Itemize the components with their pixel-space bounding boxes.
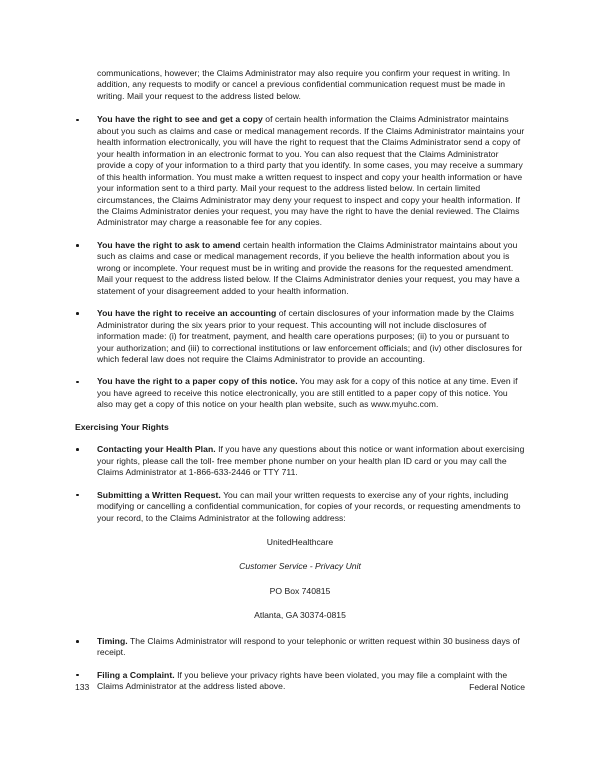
section-heading-exercising-your-rights: Exercising Your Rights <box>75 421 169 432</box>
address-department: Customer Service - Privacy Unit <box>239 561 361 572</box>
list-item-lead: Submitting a Written Request. <box>97 489 221 500</box>
list-item <box>75 240 525 297</box>
bullet-icon <box>76 312 79 315</box>
list-item-text: If you believe your privacy rights have been violated, you may file a complaint with the Claims Administrator at the address listed above. <box>97 669 508 692</box>
list-item-text: If you have any questions about this notice or want information about exercising your rights, please call the toll- free member phone number on your health plan ID card or you may call the Claims Administrator at 1-866-633-2446 or TTY 711. <box>97 444 525 478</box>
bullet-icon <box>76 640 79 643</box>
bullet-icon <box>76 448 79 451</box>
list-item <box>75 308 525 365</box>
list-item-text: certain health information the Claims Administrator maintains about you such as claims and case or medical management records, if you believe the health information about you is wrong or incomplete. Your request must be in writing and provide the reasons for the requested amendment. Mail your request to the address listed below. If the Claims Administrator denies your request, you may have a statement of your disagreement added to your health information. <box>97 239 520 296</box>
list-item-lead: Timing. <box>97 635 128 646</box>
list-item <box>75 490 525 524</box>
list-item-lead: You have the right to receive an accounting <box>97 308 277 319</box>
list-item-text: You may ask for a copy of this notice at any time. Even if you have agreed to receive this notice electronically, you are still entitled to a paper copy of this notice. You also may get a copy of this notice on your health plan website, such as www.myuhc.com. <box>97 376 518 410</box>
list-item-lead: Contacting your Health Plan. <box>97 444 216 455</box>
bullet-icon <box>76 119 79 122</box>
page-footer <box>75 682 525 693</box>
list-item-text: The Claims Administrator will respond to your telephonic or written request within 30 business days of receipt. <box>97 635 520 658</box>
address-organization: UnitedHealthcare <box>266 536 334 547</box>
list-item-lead: You have the right to a paper copy of this notice. <box>97 376 298 387</box>
list-item-text: You can mail your written requests to exercise any of your rights, including modifying or cancelling a confidential communication, for copies of your records, or requesting amendments to your record, to the Claims Administrator at the following address: <box>97 489 521 523</box>
mailing-address-block <box>75 537 525 622</box>
list-item-text: of certain health information the Claims Administrator maintains about you such as claims and case or medical management records. If the Claims Administrator maintains your health information electronically, you will have the right to request that the Claims Administrator send a copy of your health information in an electronic format to you. You can also request that the Claims Administrator provide a copy of your information to a third party that you identify. In some cases, you may receive a summary of this health information. You must make a written request to inspect and copy your health information or have your information sent to a third party. Mail your request to the address listed below. In certain limited circumstances, the Claims Administrator may deny your request to inspect and copy your health information. If the Claims Administrator denies your request, you may have the right to have the denial reviewed. The Claims Administrator may charge a reasonable fee for any copies. <box>97 114 525 228</box>
bullet-icon <box>76 674 79 677</box>
list-item <box>75 114 525 229</box>
list-item-lead: You have the right to ask to amend <box>97 239 241 250</box>
list-item-lead: Filing a Complaint. <box>97 669 175 680</box>
page-content <box>75 68 525 704</box>
list-item-lead: You have the right to see and get a copy <box>97 114 263 125</box>
list-item <box>75 444 525 478</box>
list-item <box>75 636 525 659</box>
list-item-text: of certain disclosures of your information made by the Claims Administrator during the six years prior to your request. This accounting will not include disclosures of information made: (i) for treatment, payment, and health care operations purposes; (ii) to you or pursuant to your authorization; and (iii) to correctional institutions or law enforcement officials; and (iv) other disclosures for which federal law does not require the Claims Administrator to provide an accounting. <box>97 308 523 364</box>
footer-section-label: Federal Notice <box>469 682 525 692</box>
footer-page-number: 133 <box>75 682 90 692</box>
address-po-box: PO Box 740815 <box>269 585 331 596</box>
bullet-icon <box>76 244 79 247</box>
intro-paragraph: communications, however; the Claims Administrator may also require you confirm your request in writing. In addition, any requests to modify or cancel a previous confidential communication request must be made in writing. Mail your request to the address listed below. <box>97 68 510 101</box>
bullet-icon <box>76 381 79 384</box>
address-city-state-zip: Atlanta, GA 30374-0815 <box>254 610 346 621</box>
list-item <box>75 376 525 410</box>
bullet-icon <box>76 494 79 497</box>
